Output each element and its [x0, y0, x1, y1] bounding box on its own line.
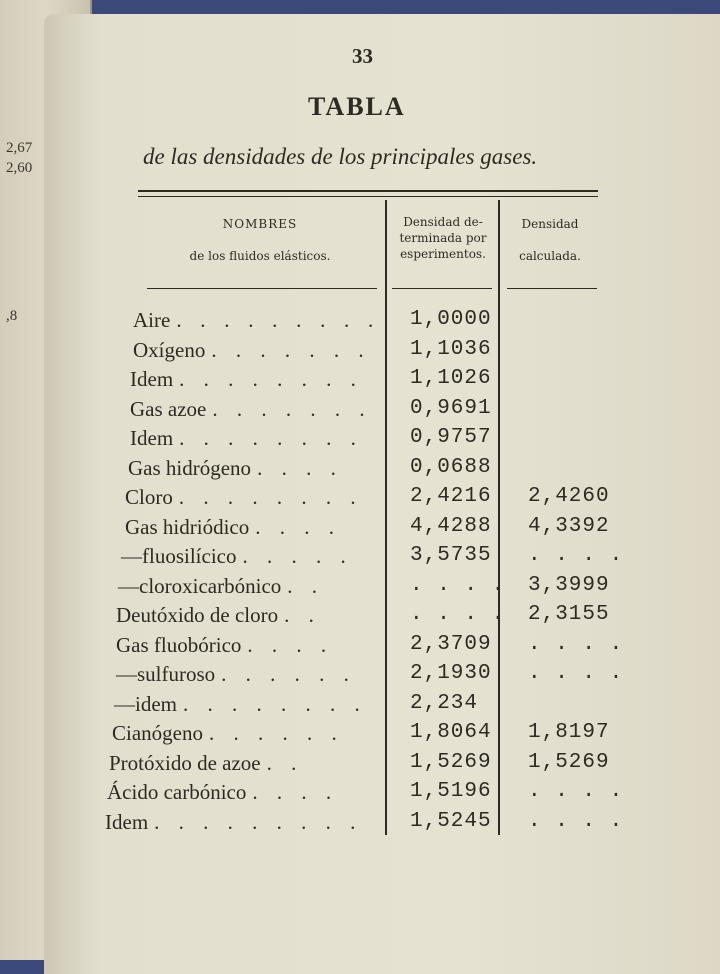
table-row [0, 751, 720, 780]
calculated-density-value: . . . . [528, 809, 624, 833]
header-rule-thick [138, 190, 598, 192]
experimental-density-value: 1,1026 [410, 367, 492, 390]
experimental-density-value: 4,4288 [410, 514, 492, 538]
leader-dots: . . . . [255, 514, 341, 539]
gas-name: Gas azoe [130, 396, 207, 421]
gas-name: Cianógeno [112, 721, 203, 745]
leader-dots: . . [266, 750, 304, 775]
table-row [0, 633, 720, 662]
experimental-density-value: 0,9691 [410, 396, 492, 420]
table-row [0, 515, 720, 544]
experimental-density-value: . . . . [410, 603, 506, 626]
table-row [0, 780, 720, 809]
gas-name: Aire [133, 308, 171, 332]
experimental-density-value: 1,5245 [410, 809, 492, 833]
calculated-density-value: . . . . [528, 544, 624, 567]
experimental-density-value: 3,5735 [410, 544, 492, 567]
calculated-header-underline [507, 288, 597, 289]
leader-dots: . . . . . . . . [179, 426, 363, 450]
leader-dots: . . [287, 573, 325, 598]
leader-dots: . . . . . . . . . [176, 308, 380, 332]
header-calculated-subtitle: calculada. [519, 249, 581, 263]
calculated-density-value: . . . . [528, 662, 624, 685]
table-row [0, 338, 720, 367]
experimental-density-value: . . . . [410, 573, 506, 597]
header-calculated-title: Densidad [521, 217, 579, 231]
page-title: TABLA [308, 92, 406, 121]
experimental-density-value: 2,234 [410, 691, 479, 715]
facing-page-fragment: 2,60 [6, 160, 33, 176]
leader-dots: . . [284, 603, 321, 627]
table-row [0, 308, 720, 337]
page-subtitle: de las densidades de los principales gases. [143, 144, 538, 169]
leader-dots: . . . . [257, 455, 343, 480]
gas-name: Gas hidrógeno [128, 455, 252, 480]
calculated-density-value: 4,3392 [528, 514, 610, 538]
table-row [0, 397, 720, 426]
experimental-density-value: 0,0688 [410, 455, 492, 479]
gas-name: —fluosilícico [121, 544, 237, 568]
calculated-density-value: 1,5269 [528, 750, 610, 774]
calculated-density-value: 2,3155 [528, 603, 610, 626]
table-row [0, 367, 720, 396]
gas-name: —idem [114, 691, 177, 716]
table-row [0, 603, 720, 632]
experimental-density-value: 1,1036 [410, 337, 492, 361]
table-row [0, 692, 720, 721]
gas-name: Gas fluobórico [116, 632, 242, 657]
table-row [0, 662, 720, 691]
table-row [0, 426, 720, 455]
gas-name: Protóxido de azoe [109, 750, 261, 775]
facing-page-fragment: ,8 [6, 308, 18, 324]
leader-dots: . . . . . . [208, 721, 344, 745]
table-row [0, 456, 720, 485]
experimental-density-value: 2,3709 [410, 632, 492, 656]
experimental-density-value: 2,1930 [410, 662, 492, 685]
calculated-density-value: . . . . [528, 632, 624, 656]
leader-dots: . . . . [247, 632, 334, 657]
page-number: 33 [352, 44, 373, 68]
experimental-density-value: 2,4216 [410, 485, 492, 508]
leader-dots: . . . . . . . . [179, 367, 363, 391]
calculated-density-value: 2,4260 [528, 485, 610, 508]
gas-name: Oxígeno [133, 337, 206, 362]
header-experimental-density: Densidad de- terminada por esperimentos. [399, 215, 487, 261]
gas-name: Deutóxido de cloro [116, 603, 279, 627]
leader-dots: . . . . . . . . . [154, 809, 363, 834]
experimental-header-underline [392, 288, 492, 289]
table-row [0, 721, 720, 750]
gas-name: Gas hidriódico [125, 514, 250, 539]
names-header-underline [147, 288, 377, 289]
gas-name: Idem [105, 809, 149, 834]
leader-dots: . . . . . . . [211, 337, 371, 362]
calculated-density-value: 1,8197 [528, 721, 610, 744]
header-names-subtitle: de los fluidos elásticos. [189, 249, 331, 263]
experimental-density-value: 1,8064 [410, 721, 492, 744]
experimental-density-value: 1,5196 [410, 780, 492, 803]
leader-dots: . . . . . . . [212, 396, 372, 421]
facing-page-fragment: 2,67 [6, 140, 33, 156]
table-row [0, 574, 720, 603]
leader-dots: . . . . . . . . [178, 485, 363, 509]
gas-name: Idem [130, 426, 174, 450]
gas-name: Cloro [125, 485, 173, 509]
table-row [0, 810, 720, 839]
gas-name: Idem [130, 367, 174, 391]
experimental-density-value: 0,9757 [410, 426, 492, 449]
gas-name: Ácido carbónico [107, 780, 247, 804]
gas-name: —sulfuroso [116, 662, 216, 686]
header-names-title: NOMBRES [222, 217, 298, 231]
header-rule-thin [138, 196, 598, 197]
experimental-density-value: 1,5269 [410, 750, 492, 774]
leader-dots: . . . . . . . . [183, 691, 367, 716]
calculated-density-value: 3,3999 [528, 573, 610, 597]
experimental-density-value: 1,0000 [410, 308, 492, 331]
leader-dots: . . . . . . [221, 662, 356, 686]
table-row [0, 544, 720, 573]
table-row [0, 485, 720, 514]
calculated-density-value: . . . . [528, 780, 624, 803]
leader-dots: . . . . [252, 780, 339, 804]
leader-dots: . . . . . [242, 544, 353, 568]
gas-name: —cloroxicarbónico [118, 573, 282, 598]
